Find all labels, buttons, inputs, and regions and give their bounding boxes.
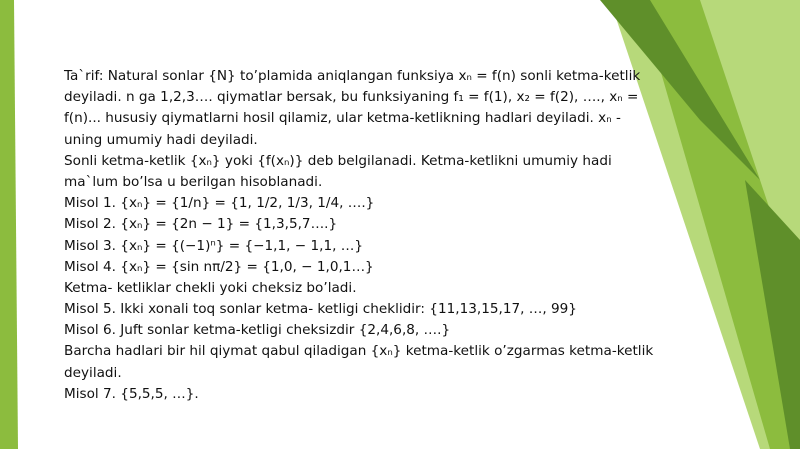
left-green-stripe [0,0,18,449]
text-line: uning umumiy hadi deyiladi. [64,131,258,148]
text-line: deyiladi. n ga 1,2,3…. qiymatlar bersak, bu funksiyaning f₁ = f(1), x₂ = f(2), …., xₙ = [64,89,639,106]
example-3: Misol 3. {xₙ} = {(−1)ⁿ} = {−1,1, − 1,1, …} [64,237,363,254]
text-line: Ketma- ketliklar chekli yoki cheksiz bo’ladi. [64,279,357,296]
text-line: Barcha hadlari bir hil qiymat qabul qiladigan {xₙ} ketma-ketlik o’zgarmas ketma-ketlik [64,343,654,360]
text-line: f(n)... hususiy qiymatlarni hosil qilamiz, ular ketma-ketlikning hadlari deyiladi. xₙ - [64,110,621,127]
text-line: ma`lum bo’lsa u berilgan hisoblanadi. [64,173,323,190]
example-4: Misol 4. {xₙ} = {sin nπ/2} = {1,0, − 1,0,1…} [64,258,374,275]
example-1: Misol 1. {xₙ} = {1/n} = {1, 1/2, 1/3, 1/4, ….} [64,195,375,212]
slide-text-block [64,66,724,405]
text-line: Ta`rif: Natural sonlar {N} to’plamida aniqlangan funksiya xₙ = f(n) sonli ketma-ketlik [64,68,641,84]
text-line: deyiladi. [64,364,122,381]
example-6: Misol 6. Juft sonlar ketma-ketligi cheksizdir {2,4,6,8, ….} [64,322,451,339]
text-line: Sonli ketma-ketlik {xₙ} yoki {f(xₙ)} deb belgilanadi. Ketma-ketlikni umumiy hadi [64,152,612,169]
example-5: Misol 5. Ikki xonali toq sonlar ketma- ketligi cheklidir: {11,13,15,17, …, 99} [64,301,577,318]
example-7: Misol 7. {5,5,5, …}. [64,385,199,402]
example-2: Misol 2. {xₙ} = {2n − 1} = {1,3,5,7….} [64,216,338,233]
